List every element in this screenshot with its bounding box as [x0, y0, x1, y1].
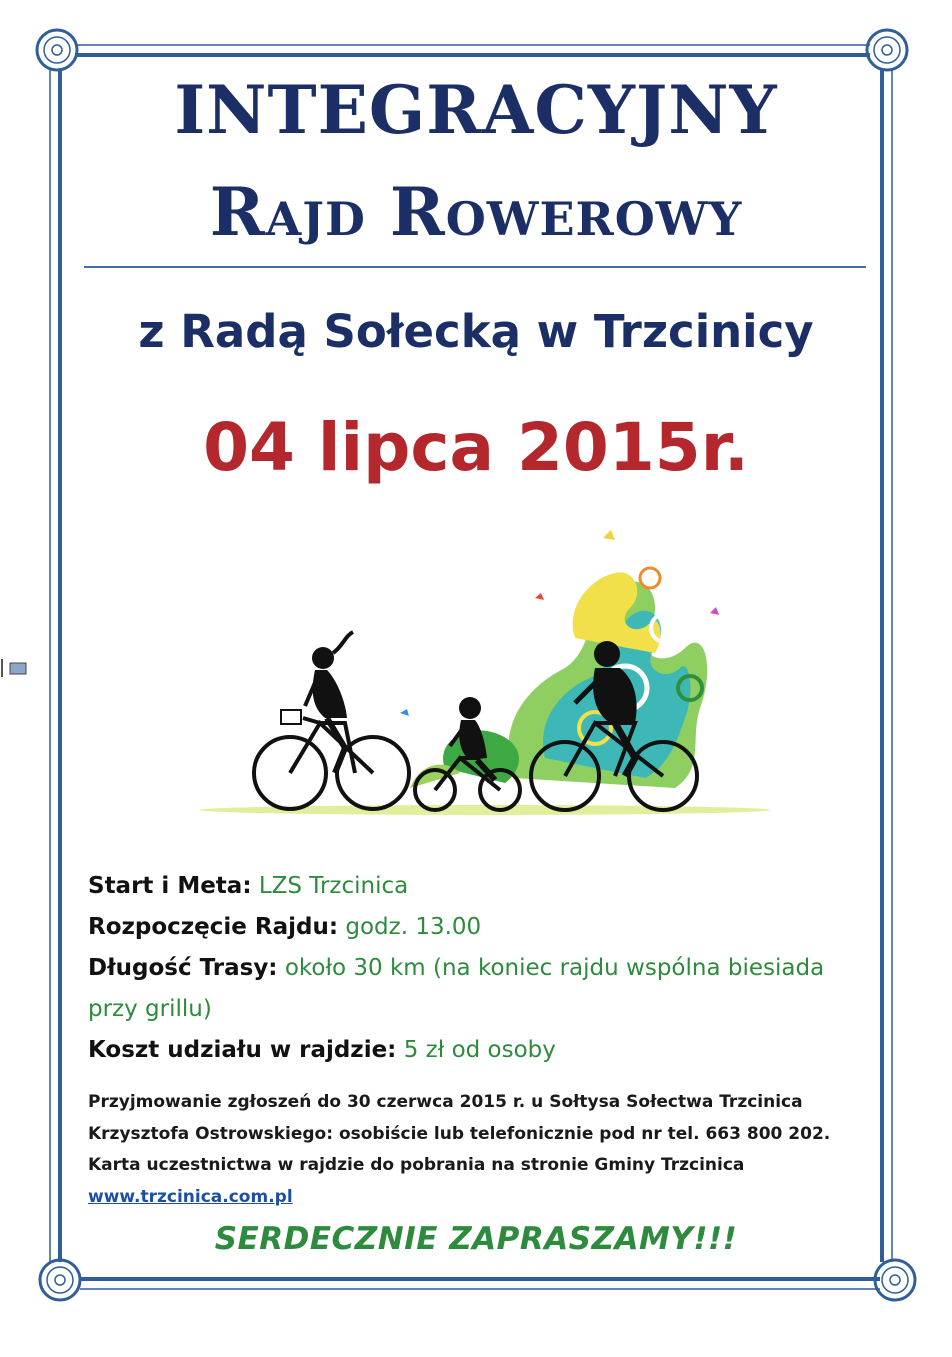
scan-artifact-icon	[0, 657, 28, 679]
family-cyclists-illustration-icon	[195, 518, 775, 823]
detail-start-label: Start i Meta:	[88, 873, 252, 899]
website-link[interactable]: www.trzcinica.com.pl	[88, 1186, 293, 1207]
detail-cost-label: Koszt udziału w rajdzie:	[88, 1037, 397, 1063]
swirl-plume-icon	[400, 530, 719, 788]
corner-ornament-top-left-icon	[37, 30, 77, 70]
event-date: 04 lipca 2015r.	[203, 409, 749, 486]
invitation: SERDECZNIE ZAPRASZAMY!!!	[214, 1221, 738, 1257]
detail-start	[88, 866, 848, 907]
subtitle: z Radą Sołecką w Trzcinicy	[138, 305, 814, 358]
corner-ornament-top-right-icon	[867, 30, 907, 70]
notice-line-3: Karta uczestnictwa w rajdzie do pobrania na stronie Gminy Trzcinica	[88, 1155, 745, 1175]
detail-length-label: Długość Trasy:	[88, 955, 278, 981]
detail-length	[88, 948, 848, 1030]
registration-notice	[88, 1087, 848, 1213]
notice-line-1: Przyjmowanie zgłoszeń do 30 czerwca 2015 r. u Sołtysa Sołectwa Trzcinica	[88, 1092, 803, 1112]
detail-length-value-cont: przy grillu)	[88, 996, 212, 1022]
detail-begin-value: godz. 13.00	[345, 914, 482, 940]
title-line-1: INTEGRACYJNY	[174, 71, 778, 149]
corner-ornament-bottom-left-icon	[40, 1260, 80, 1300]
title-divider	[84, 266, 866, 268]
title-line-2: Rajd Rowerowy	[209, 173, 743, 251]
event-details	[88, 866, 848, 1071]
notice-line-2: Krzysztofa Ostrowskiego: osobiście lub telefonicznie pod nr tel. 663 800 202.	[88, 1123, 831, 1144]
woman-cyclist-icon	[254, 632, 409, 809]
detail-cost-value: 5 zł od osoby	[403, 1037, 556, 1063]
detail-begin-label: Rozpoczęcie Rajdu:	[88, 914, 339, 940]
detail-start-value: LZS Trzcinica	[258, 873, 409, 899]
corner-ornament-bottom-right-icon	[875, 1260, 915, 1300]
detail-cost	[88, 1030, 848, 1071]
detail-length-value: około 30 km (na koniec rajdu wspólna biesiada	[284, 955, 825, 981]
detail-begin	[88, 907, 848, 948]
